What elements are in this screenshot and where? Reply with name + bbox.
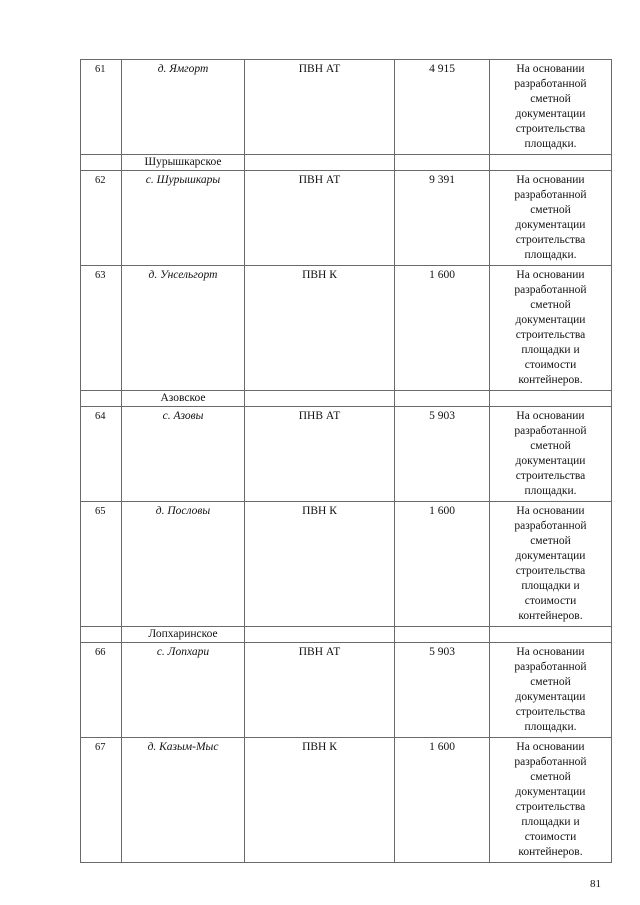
basis-text: На основании разработанной сметной документации строительства площадки.: [490, 407, 612, 502]
empty-cell: [395, 391, 490, 407]
empty-cell: [245, 627, 395, 643]
region-row: [81, 627, 612, 643]
empty-cell: [395, 627, 490, 643]
cost-value: 5 903: [395, 407, 490, 502]
table-row: [81, 643, 612, 738]
empty-cell: [81, 627, 122, 643]
cost-value: 1 600: [395, 266, 490, 391]
empty-cell: [81, 155, 122, 171]
settlement-name: д. Унсельгорт: [122, 266, 245, 391]
basis-text: На основании разработанной сметной документации строительства площадки.: [490, 60, 612, 155]
row-number: 65: [81, 502, 122, 627]
region-name: Азовское: [122, 391, 245, 407]
facility-type: ПВН К: [245, 738, 395, 863]
row-number: 64: [81, 407, 122, 502]
table-row: [81, 266, 612, 391]
empty-cell: [490, 627, 612, 643]
row-number: 66: [81, 643, 122, 738]
facility-type: ПВН АТ: [245, 171, 395, 266]
settlement-name: с. Шурышкары: [122, 171, 245, 266]
table-body: [81, 60, 612, 863]
empty-cell: [81, 391, 122, 407]
basis-text: На основании разработанной сметной документации строительства площадки.: [490, 171, 612, 266]
table-row: [81, 60, 612, 155]
row-number: 61: [81, 60, 122, 155]
region-name: Лопхаринское: [122, 627, 245, 643]
facilities-table: [80, 59, 612, 863]
row-number: 62: [81, 171, 122, 266]
empty-cell: [395, 155, 490, 171]
settlement-name: д. Пословы: [122, 502, 245, 627]
settlement-name: с. Лопхари: [122, 643, 245, 738]
facility-type: ПНВ АТ: [245, 407, 395, 502]
cost-value: 4 915: [395, 60, 490, 155]
basis-text: На основании разработанной сметной документации строительства площадки и стоимости контейнеров.: [490, 266, 612, 391]
empty-cell: [490, 155, 612, 171]
facility-type: ПВН К: [245, 502, 395, 627]
table-row: [81, 738, 612, 863]
region-row: [81, 155, 612, 171]
region-row: [81, 391, 612, 407]
page-number: 81: [590, 878, 601, 890]
facility-type: ПВН АТ: [245, 60, 395, 155]
cost-value: 9 391: [395, 171, 490, 266]
facility-type: ПВН АТ: [245, 643, 395, 738]
settlement-name: д. Казым-Мыс: [122, 738, 245, 863]
basis-text: На основании разработанной сметной документации строительства площадки.: [490, 643, 612, 738]
empty-cell: [245, 155, 395, 171]
empty-cell: [245, 391, 395, 407]
table-row: [81, 171, 612, 266]
row-number: 67: [81, 738, 122, 863]
cost-value: 5 903: [395, 643, 490, 738]
table-row: [81, 407, 612, 502]
empty-cell: [490, 391, 612, 407]
facility-type: ПВН К: [245, 266, 395, 391]
settlement-name: д. Ямгорт: [122, 60, 245, 155]
basis-text: На основании разработанной сметной документации строительства площадки и стоимости контейнеров.: [490, 738, 612, 863]
cost-value: 1 600: [395, 738, 490, 863]
basis-text: На основании разработанной сметной документации строительства площадки и стоимости контейнеров.: [490, 502, 612, 627]
cost-value: 1 600: [395, 502, 490, 627]
region-name: Шурышкарское: [122, 155, 245, 171]
table-row: [81, 502, 612, 627]
row-number: 63: [81, 266, 122, 391]
settlement-name: с. Азовы: [122, 407, 245, 502]
